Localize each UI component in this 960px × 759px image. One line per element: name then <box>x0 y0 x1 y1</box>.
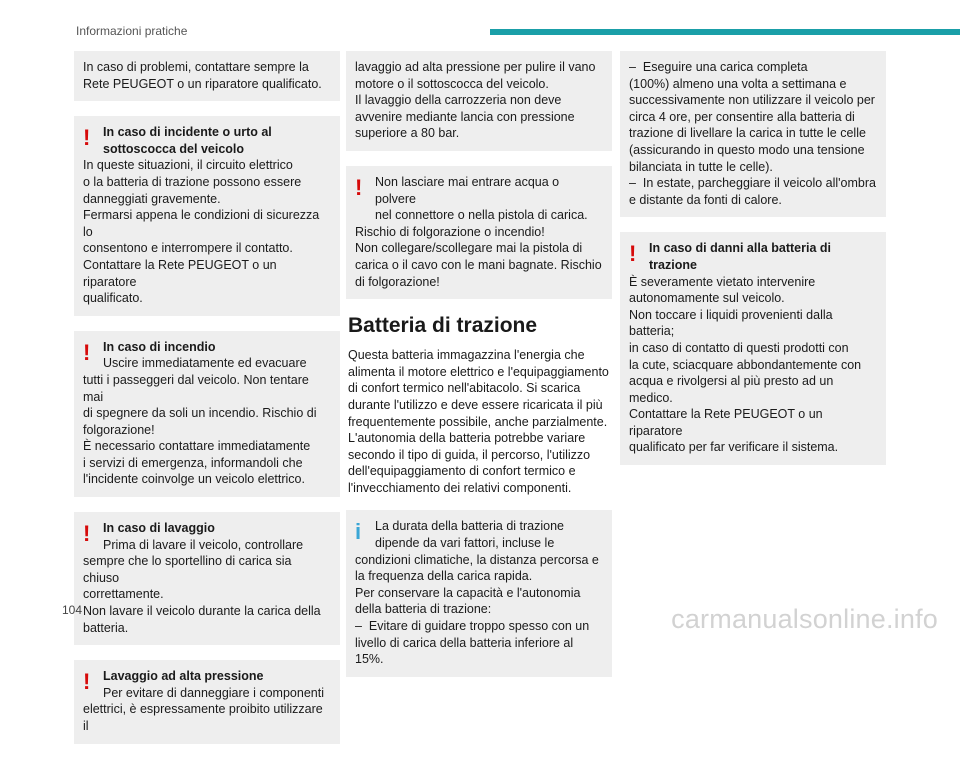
note-text: In caso di problemi, contattare sempre la Rete PEUGEOT o un riparatore qualificato. <box>83 60 322 91</box>
warning-icon: ! <box>355 174 363 200</box>
column-1 <box>74 51 340 759</box>
info-durata-continued <box>620 51 886 217</box>
info-icon: i <box>355 519 362 545</box>
warning-lavaggio <box>74 512 340 645</box>
warning-danni-batteria <box>620 232 886 465</box>
warning-incendio <box>74 331 340 497</box>
header-accent-bar <box>490 29 960 35</box>
note-problemi <box>74 51 340 101</box>
warning-body: È severamente vietato intervenire autonomamente sul veicolo. Non toccare i liquidi provenienti dalla batteria; in caso di contatto di questi prodotti con la cute, sciacquare abbondantemente con acqua e rivolgersi al più presto ad un medico. Contattare la Rete PEUGEOT o un riparatore qualificato per far verificare il sistema. <box>629 274 862 455</box>
info-body: – Eseguire una carica completa (100%) almeno una volta a settimana e successivamente non utilizzare il veicolo per circa 4 ore, per consentire alla batteria di trazione di livellare la carica in tutte le celle (assicurando in questo modo una tensione bilanciata in tutte le celle). – In estate, parcheggiare il veicolo all'ombra e distante da fonti di calore. <box>629 60 876 207</box>
warning-body: elettrici, è espressamente proibito utilizzare il <box>83 702 327 733</box>
warning-body: sempre che lo sportellino di carica sia chiuso correttamente. Non lavare il veicolo durante la carica della batteria. <box>83 554 321 635</box>
warning-heading: In caso di danni alla batteria di trazione <box>649 241 831 272</box>
warning-body: Rischio di folgorazione o incendio! Non collegare/scollegare mai la pistola di carica o il cavo con le mani bagnate. Rischio di folgorazione! <box>355 224 602 289</box>
warning-body: tutti i passeggeri dal veicolo. Non tentare mai di spegnere da soli un incendio. Rischio di folgorazione! È necessario contattare immediatamente i servizi di emergenza, informandoli che l'incidente coinvolge un veicolo elettrico. <box>83 372 317 487</box>
warning-acqua <box>346 166 612 299</box>
warning-heading: Lavaggio ad alta pressione <box>103 669 264 684</box>
warning-icon: ! <box>83 521 91 547</box>
warning-heading: In caso di incidente o urto al sottoscocca del veicolo <box>103 125 272 156</box>
warning-alta-pressione <box>74 660 340 743</box>
page-number: 104 <box>62 603 83 617</box>
warning-icon: ! <box>83 669 91 695</box>
warning-alta-pressione-continued <box>346 51 612 151</box>
warning-icon: ! <box>629 241 637 267</box>
watermark: carmanualsonline.info <box>671 604 938 634</box>
warning-body-indent: Per evitare di danneggiare i componenti <box>103 685 324 700</box>
info-body-indent: La durata della batteria di trazione dipende da vari fattori, incluse le <box>375 519 565 551</box>
column-2 <box>346 51 612 692</box>
warning-icon: ! <box>83 125 91 151</box>
running-header: Informazioni pratiche <box>76 24 188 38</box>
warning-body-indent: Prima di lavare il veicolo, controllare <box>103 537 304 552</box>
warning-body-indent: Uscire immediatamente ed evacuare <box>103 356 307 371</box>
info-durata-batteria <box>346 510 612 676</box>
info-body: condizioni climatiche, la distanza percorsa e la frequenza della carica rapida. Per conservare la capacità e l'autonomia della batteria di trazione: – Evitare di guidare troppo spesso con un livello di carica della batteria inferiore al 15%. <box>355 552 599 667</box>
section-paragraph: Questa batteria immagazzina l'energia che alimenta il motore elettrico e l'equipaggiamento di confort termico nell'abitacolo. Si scarica durante l'utilizzo e deve essere ricaricata il più frequentemente possibile, anche parzialmente. L'autonomia della batteria potrebbe variare secondo il tipo di guida, il percorso, l'utilizzo dell'equipaggiamento di confort termico e l'invecchiamento dei relativi componenti. <box>348 348 609 495</box>
warning-body-indent: Non lasciare mai entrare acqua o polvere nel connettore o nella pistola di carica. <box>375 174 588 223</box>
column-3 <box>620 51 886 480</box>
warning-body: In queste situazioni, il circuito elettrico o la batteria di trazione possono essere danneggiati gravemente. Fermarsi appena le condizioni di sicurezza lo consentono e interrompere il contatto. Contattare la Rete PEUGEOT o un riparatore qualificato. <box>83 158 320 306</box>
warning-heading: In caso di lavaggio <box>103 521 215 536</box>
section-title: Batteria di trazione <box>348 314 538 338</box>
warning-incidente <box>74 116 340 316</box>
warning-body: lavaggio ad alta pressione per pulire il vano motore o il sottoscocca del veicolo. Il lavaggio della carrozzeria non deve avvenire mediante lancia con pressione superiore a 80 bar. <box>355 60 596 141</box>
warning-heading: In caso di incendio <box>103 339 216 354</box>
warning-icon: ! <box>83 339 91 365</box>
